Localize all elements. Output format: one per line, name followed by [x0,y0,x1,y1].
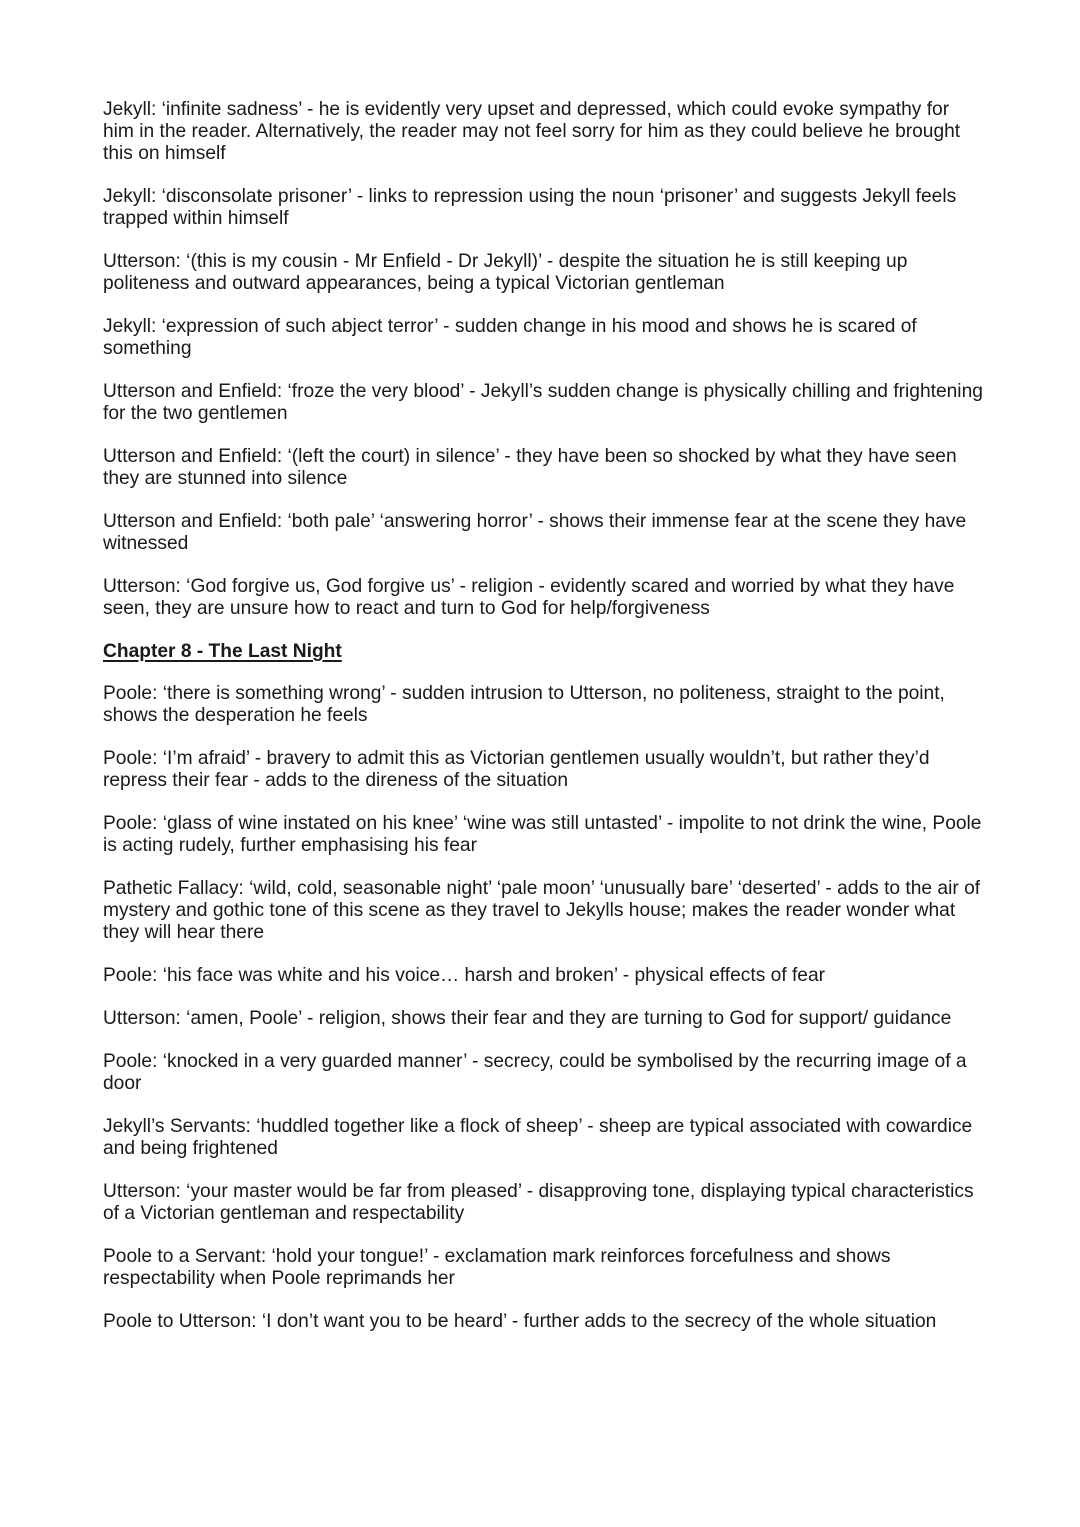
note-paragraph: Utterson and Enfield: ‘both pale’ ‘answering horror’ - shows their immense fear at the scene they have witnessed [103,511,967,554]
note-paragraph: Poole: ‘glass of wine instated on his knee’ ‘wine was still untasted’ - impolite to not drink the wine, Poole is acting rudely, further emphasising his fear [103,813,982,856]
note-paragraph: Jekyll’s Servants: ‘huddled together like a flock of sheep’ - sheep are typical associated with cowardice and being frightened [103,1116,973,1159]
note-paragraph: Poole: ‘I’m afraid’ - bravery to admit this as Victorian gentlemen usually wouldn’t, but rather they’d repress their fear - adds to the direness of the situation [103,748,930,791]
note-paragraph: Poole: ‘knocked in a very guarded manner’ - secrecy, could be symbolised by the recurring image of a door [103,1051,967,1094]
note-paragraph: Poole: ‘there is something wrong’ - sudden intrusion to Utterson, no politeness, straight to the point, shows the desperation he feels [103,683,945,726]
note-paragraph: Utterson: ‘amen, Poole’ - religion, shows their fear and they are turning to God for support/ guidance [103,1008,952,1029]
document-page [103,99,983,1354]
note-paragraph: Poole to a Servant: ‘hold your tongue!’ - exclamation mark reinforces forcefulness and shows respectability when Poole reprimands her [103,1246,891,1289]
note-paragraph: Utterson: ‘(this is my cousin - Mr Enfield - Dr Jekyll)’ - despite the situation he is still keeping up politeness and outward appearances, being a typical Victorian gentleman [103,251,908,294]
note-paragraph: Utterson and Enfield: ‘froze the very blood’ - Jekyll’s sudden change is physically chilling and frightening for the two gentlemen [103,381,983,424]
note-paragraph: Poole: ‘his face was white and his voice… harsh and broken’ - physical effects of fear [103,965,826,986]
note-paragraph: Poole to Utterson: ‘I don’t want you to be heard’ - further adds to the secrecy of the whole situation [103,1311,937,1332]
note-paragraph: Pathetic Fallacy: ‘wild, cold, seasonable night’ ‘pale moon’ ‘unusually bare’ ‘deserted’ - adds to the air of mystery and gothic tone of this scene as they travel to Jekylls house; makes the reader wonder what they will hear there [103,878,981,943]
note-paragraph: Utterson: ‘God forgive us, God forgive us’ - religion - evidently scared and worried by what they have seen, they are unsure how to react and turn to God for help/forgiveness [103,576,955,619]
note-paragraph: Utterson: ‘your master would be far from pleased’ - disapproving tone, displaying typical characteristics of a Victorian gentleman and respectability [103,1181,974,1224]
note-paragraph: Jekyll: ‘expression of such abject terror’ - sudden change in his mood and shows he is scared of something [103,316,917,359]
note-paragraph: Utterson and Enfield: ‘(left the court) in silence’ - they have been so shocked by what they have seen they are stunned into silence [103,446,957,489]
note-paragraph: Jekyll: ‘infinite sadness’ - he is evidently very upset and depressed, which could evoke sympathy for him in the reader. Alternatively, the reader may not feel sorry for him as they could believe he brought this on himself [103,99,961,164]
note-paragraph: Jekyll: ‘disconsolate prisoner’ - links to repression using the noun ‘prisoner’ and suggests Jekyll feels trapped within himself [103,186,957,229]
chapter-heading: Chapter 8 - The Last Night [103,641,342,662]
